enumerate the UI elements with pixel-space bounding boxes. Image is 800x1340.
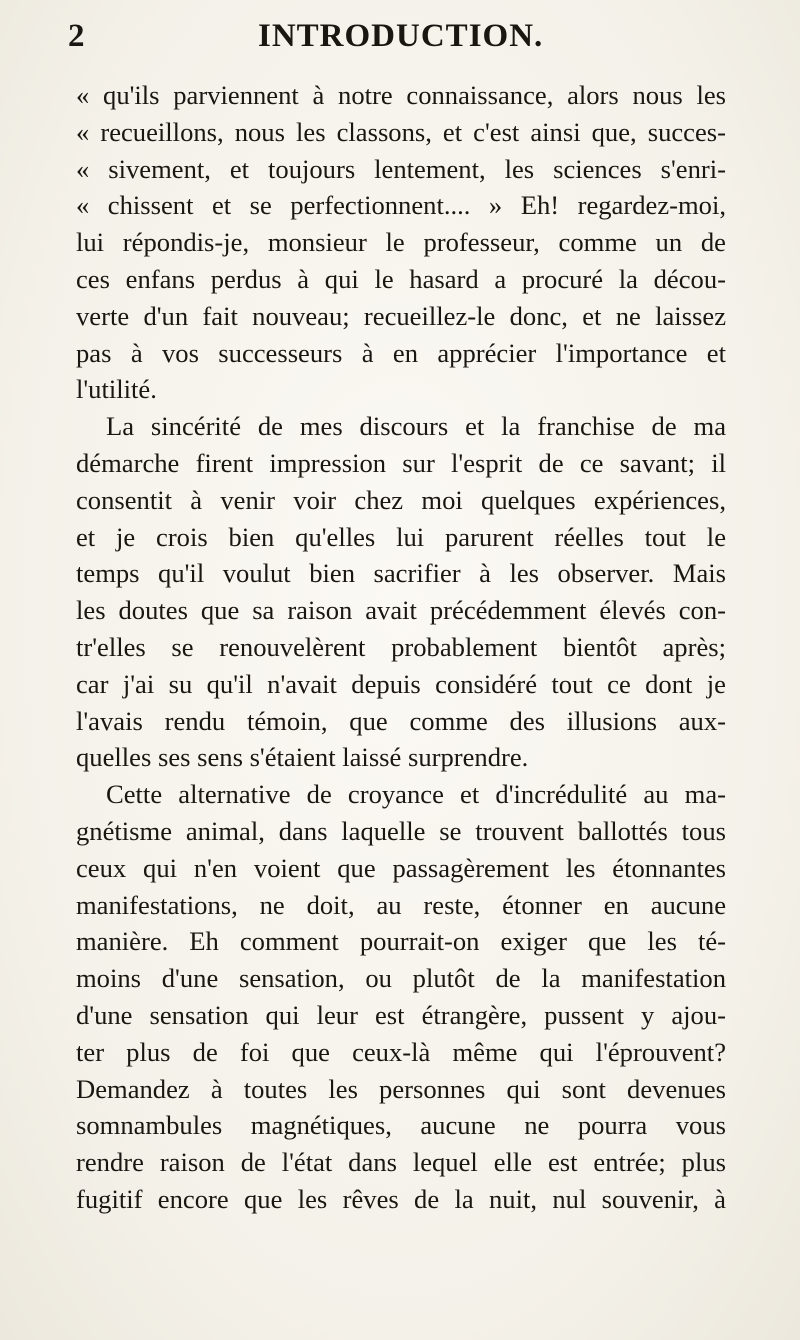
paragraph (76, 776, 726, 1218)
page-number: 2 (68, 18, 85, 54)
page-header (68, 14, 750, 60)
paragraph (76, 408, 726, 776)
text-line: manière. Eh comment pourrait-on exiger que les té- (76, 926, 726, 957)
text-line: d'une sensation qui leur est étrangère, pussent y ajou- (76, 999, 726, 1030)
text-line: manifestations, ne doit, au reste, étonner en aucune (76, 889, 726, 920)
text-line: ces enfans perdus à qui le hasard a procuré la décou- (76, 263, 726, 294)
text-line: somnambules magnétiques, aucune ne pourra vous (76, 1110, 726, 1141)
text-line: démarche firent impression sur l'esprit de ce savant; il (76, 447, 726, 478)
running-head: INTRODUCTION. (258, 18, 544, 54)
text-line: Cette alternative de croyance et d'incrédulité au ma- (106, 779, 726, 810)
text-line: Demandez à toutes les personnes qui sont devenues (76, 1073, 726, 1104)
text-line: lui répondis-je, monsieur le professeur, comme un de (76, 227, 726, 258)
text-line: ceux qui n'en voient que passagèrement les étonnantes (76, 852, 726, 883)
text-line: « chissent et se perfectionnent.... » Eh! regardez-moi, (76, 190, 726, 221)
text-line: l'utilité. (76, 374, 157, 405)
text-line: La sincérité de mes discours et la franchise de ma (106, 411, 726, 442)
text-line: « sivement, et toujours lentement, les sciences s'enri- (76, 153, 726, 184)
text-line: l'avais rendu témoin, que comme des illusions aux- (76, 705, 726, 736)
text-line: et je crois bien qu'elles lui parurent réelles tout le (76, 521, 726, 552)
text-line: pas à vos successeurs à en apprécier l'importance et (76, 337, 726, 368)
text-line: temps qu'il voulut bien sacrifier à les observer. Mais (76, 558, 726, 589)
text-line: consentit à venir voir chez moi quelques expériences, (76, 484, 726, 515)
text-line: quelles ses sens s'étaient laissé surprendre. (76, 742, 529, 773)
text-line: fugitif encore que les rêves de la nuit, nul souvenir, à (76, 1183, 726, 1214)
text-line: « qu'ils parviennent à notre connaissance, alors nous les (76, 80, 726, 110)
text-line: « recueillons, nous les classons, et c'est ainsi que, succes- (76, 116, 726, 147)
text-line: rendre raison de l'état dans lequel elle est entrée; plus (76, 1147, 726, 1178)
paragraph (76, 77, 726, 408)
text-line: gnétisme animal, dans laquelle se trouvent ballottés tous (76, 815, 726, 846)
text-line: les doutes que sa raison avait précédemment élevés con- (76, 595, 726, 626)
text-line: moins d'une sensation, ou plutôt de la manifestation (76, 963, 726, 994)
text-line: car j'ai su qu'il n'avait depuis considéré tout ce dont je (76, 668, 726, 699)
text-line: verte d'un fait nouveau; recueillez-le donc, et ne laissez (76, 300, 726, 331)
body-text (76, 77, 726, 1218)
text-line: tr'elles se renouvelèrent probablement bientôt après; (76, 631, 726, 662)
text-line: ter plus de foi que ceux-là même qui l'éprouvent? (76, 1036, 726, 1067)
